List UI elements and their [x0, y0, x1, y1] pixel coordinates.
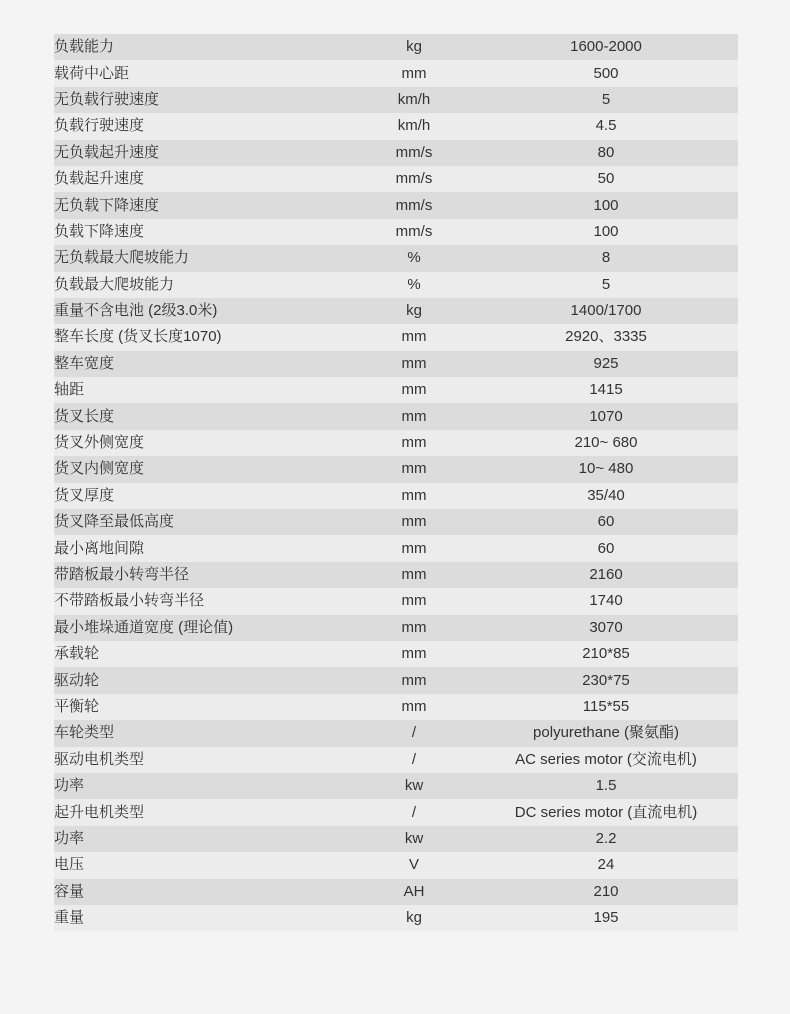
- cell-unit: mm: [354, 615, 474, 641]
- cell-unit: mm/s: [354, 140, 474, 166]
- cell-unit: %: [354, 245, 474, 271]
- cell-parameter-name: 带踏板最小转弯半径: [54, 562, 354, 588]
- table-row: [54, 879, 738, 905]
- table-row: [54, 694, 738, 720]
- cell-value: 115*55: [474, 694, 738, 720]
- cell-value: 60: [474, 509, 738, 535]
- table-row: [54, 641, 738, 667]
- table-row: [54, 403, 738, 429]
- table-row: [54, 456, 738, 482]
- cell-value: 195: [474, 905, 738, 931]
- cell-parameter-name: 功率: [54, 826, 354, 852]
- cell-unit: %: [354, 272, 474, 298]
- table-row: [54, 615, 738, 641]
- cell-unit: kg: [354, 298, 474, 324]
- cell-parameter-name: 功率: [54, 773, 354, 799]
- cell-value: 1070: [474, 403, 738, 429]
- cell-value: 24: [474, 852, 738, 878]
- table-row: [54, 245, 738, 271]
- cell-unit: mm: [354, 509, 474, 535]
- cell-parameter-name: 货叉内侧宽度: [54, 456, 354, 482]
- cell-parameter-name: 驱动轮: [54, 667, 354, 693]
- cell-value: 8: [474, 245, 738, 271]
- cell-parameter-name: 容量: [54, 879, 354, 905]
- cell-value: 210~ 680: [474, 430, 738, 456]
- cell-parameter-name: 起升电机类型: [54, 799, 354, 825]
- cell-value: 4.5: [474, 113, 738, 139]
- cell-value: 35/40: [474, 483, 738, 509]
- table-row: [54, 298, 738, 324]
- cell-value: 10~ 480: [474, 456, 738, 482]
- cell-value: 2160: [474, 562, 738, 588]
- cell-value: 210: [474, 879, 738, 905]
- cell-value: polyurethane (聚氨酯): [474, 720, 738, 746]
- table-row: [54, 272, 738, 298]
- cell-parameter-name: 承载轮: [54, 641, 354, 667]
- cell-parameter-name: 无负载下降速度: [54, 192, 354, 218]
- cell-value: 50: [474, 166, 738, 192]
- cell-value: 210*85: [474, 641, 738, 667]
- table-row: [54, 113, 738, 139]
- table-body: [54, 34, 738, 931]
- cell-value: 100: [474, 192, 738, 218]
- cell-unit: mm: [354, 641, 474, 667]
- cell-parameter-name: 负载起升速度: [54, 166, 354, 192]
- cell-parameter-name: 车轮类型: [54, 720, 354, 746]
- cell-unit: kg: [354, 34, 474, 60]
- cell-value: 1740: [474, 588, 738, 614]
- table-row: [54, 377, 738, 403]
- cell-unit: mm: [354, 403, 474, 429]
- cell-unit: /: [354, 720, 474, 746]
- table-row: [54, 60, 738, 86]
- cell-unit: kg: [354, 905, 474, 931]
- cell-value: 1400/1700: [474, 298, 738, 324]
- cell-unit: mm: [354, 324, 474, 350]
- cell-value: 1600-2000: [474, 34, 738, 60]
- table-row: [54, 483, 738, 509]
- cell-parameter-name: 货叉长度: [54, 403, 354, 429]
- cell-value: 925: [474, 351, 738, 377]
- cell-unit: mm/s: [354, 192, 474, 218]
- table-row: [54, 852, 738, 878]
- cell-unit: AH: [354, 879, 474, 905]
- table-row: [54, 720, 738, 746]
- cell-unit: mm/s: [354, 219, 474, 245]
- cell-unit: mm: [354, 351, 474, 377]
- table-row: [54, 747, 738, 773]
- cell-parameter-name: 负载能力: [54, 34, 354, 60]
- cell-unit: mm: [354, 377, 474, 403]
- cell-value: 230*75: [474, 667, 738, 693]
- table-row: [54, 773, 738, 799]
- cell-parameter-name: 货叉厚度: [54, 483, 354, 509]
- cell-parameter-name: 负载最大爬坡能力: [54, 272, 354, 298]
- cell-unit: mm: [354, 562, 474, 588]
- table-row: [54, 535, 738, 561]
- cell-value: 1415: [474, 377, 738, 403]
- cell-parameter-name: 载荷中心距: [54, 60, 354, 86]
- cell-value: AC series motor (交流电机): [474, 747, 738, 773]
- cell-value: 80: [474, 140, 738, 166]
- cell-parameter-name: 重量不含电池 (2级3.0米): [54, 298, 354, 324]
- table-row: [54, 87, 738, 113]
- table-row: [54, 562, 738, 588]
- cell-unit: mm: [354, 667, 474, 693]
- table-row: [54, 667, 738, 693]
- cell-unit: /: [354, 799, 474, 825]
- cell-parameter-name: 货叉降至最低高度: [54, 509, 354, 535]
- cell-unit: km/h: [354, 87, 474, 113]
- cell-parameter-name: 无负载行驶速度: [54, 87, 354, 113]
- cell-unit: mm: [354, 430, 474, 456]
- cell-unit: km/h: [354, 113, 474, 139]
- cell-parameter-name: 无负载起升速度: [54, 140, 354, 166]
- cell-parameter-name: 最小堆垛通道宽度 (理论值): [54, 615, 354, 641]
- cell-parameter-name: 重量: [54, 905, 354, 931]
- cell-value: 2920、3335: [474, 324, 738, 350]
- specifications-table: [54, 34, 738, 931]
- cell-parameter-name: 负载下降速度: [54, 219, 354, 245]
- cell-value: 500: [474, 60, 738, 86]
- cell-parameter-name: 驱动电机类型: [54, 747, 354, 773]
- cell-value: 5: [474, 272, 738, 298]
- cell-unit: /: [354, 747, 474, 773]
- cell-parameter-name: 最小离地间隙: [54, 535, 354, 561]
- cell-value: 100: [474, 219, 738, 245]
- table-row: [54, 324, 738, 350]
- cell-unit: mm: [354, 60, 474, 86]
- table-row: [54, 799, 738, 825]
- cell-parameter-name: 无负载最大爬坡能力: [54, 245, 354, 271]
- cell-parameter-name: 平衡轮: [54, 694, 354, 720]
- cell-value: DC series motor (直流电机): [474, 799, 738, 825]
- table-row: [54, 34, 738, 60]
- cell-unit: mm/s: [354, 166, 474, 192]
- table-row: [54, 140, 738, 166]
- cell-unit: mm: [354, 588, 474, 614]
- cell-parameter-name: 整车宽度: [54, 351, 354, 377]
- cell-parameter-name: 不带踏板最小转弯半径: [54, 588, 354, 614]
- cell-unit: kw: [354, 773, 474, 799]
- cell-value: 3070: [474, 615, 738, 641]
- cell-unit: mm: [354, 456, 474, 482]
- table-row: [54, 351, 738, 377]
- cell-parameter-name: 负载行驶速度: [54, 113, 354, 139]
- cell-value: 5: [474, 87, 738, 113]
- cell-parameter-name: 电压: [54, 852, 354, 878]
- cell-unit: mm: [354, 535, 474, 561]
- cell-value: 60: [474, 535, 738, 561]
- table-row: [54, 219, 738, 245]
- cell-parameter-name: 整车长度 (货叉长度1070): [54, 324, 354, 350]
- table-row: [54, 905, 738, 931]
- table-row: [54, 192, 738, 218]
- cell-unit: V: [354, 852, 474, 878]
- cell-unit: mm: [354, 694, 474, 720]
- table-row: [54, 430, 738, 456]
- cell-value: 2.2: [474, 826, 738, 852]
- table-row: [54, 826, 738, 852]
- cell-unit: kw: [354, 826, 474, 852]
- cell-parameter-name: 货叉外侧宽度: [54, 430, 354, 456]
- table-row: [54, 588, 738, 614]
- cell-value: 1.5: [474, 773, 738, 799]
- table-row: [54, 509, 738, 535]
- cell-parameter-name: 轴距: [54, 377, 354, 403]
- table-row: [54, 166, 738, 192]
- cell-unit: mm: [354, 483, 474, 509]
